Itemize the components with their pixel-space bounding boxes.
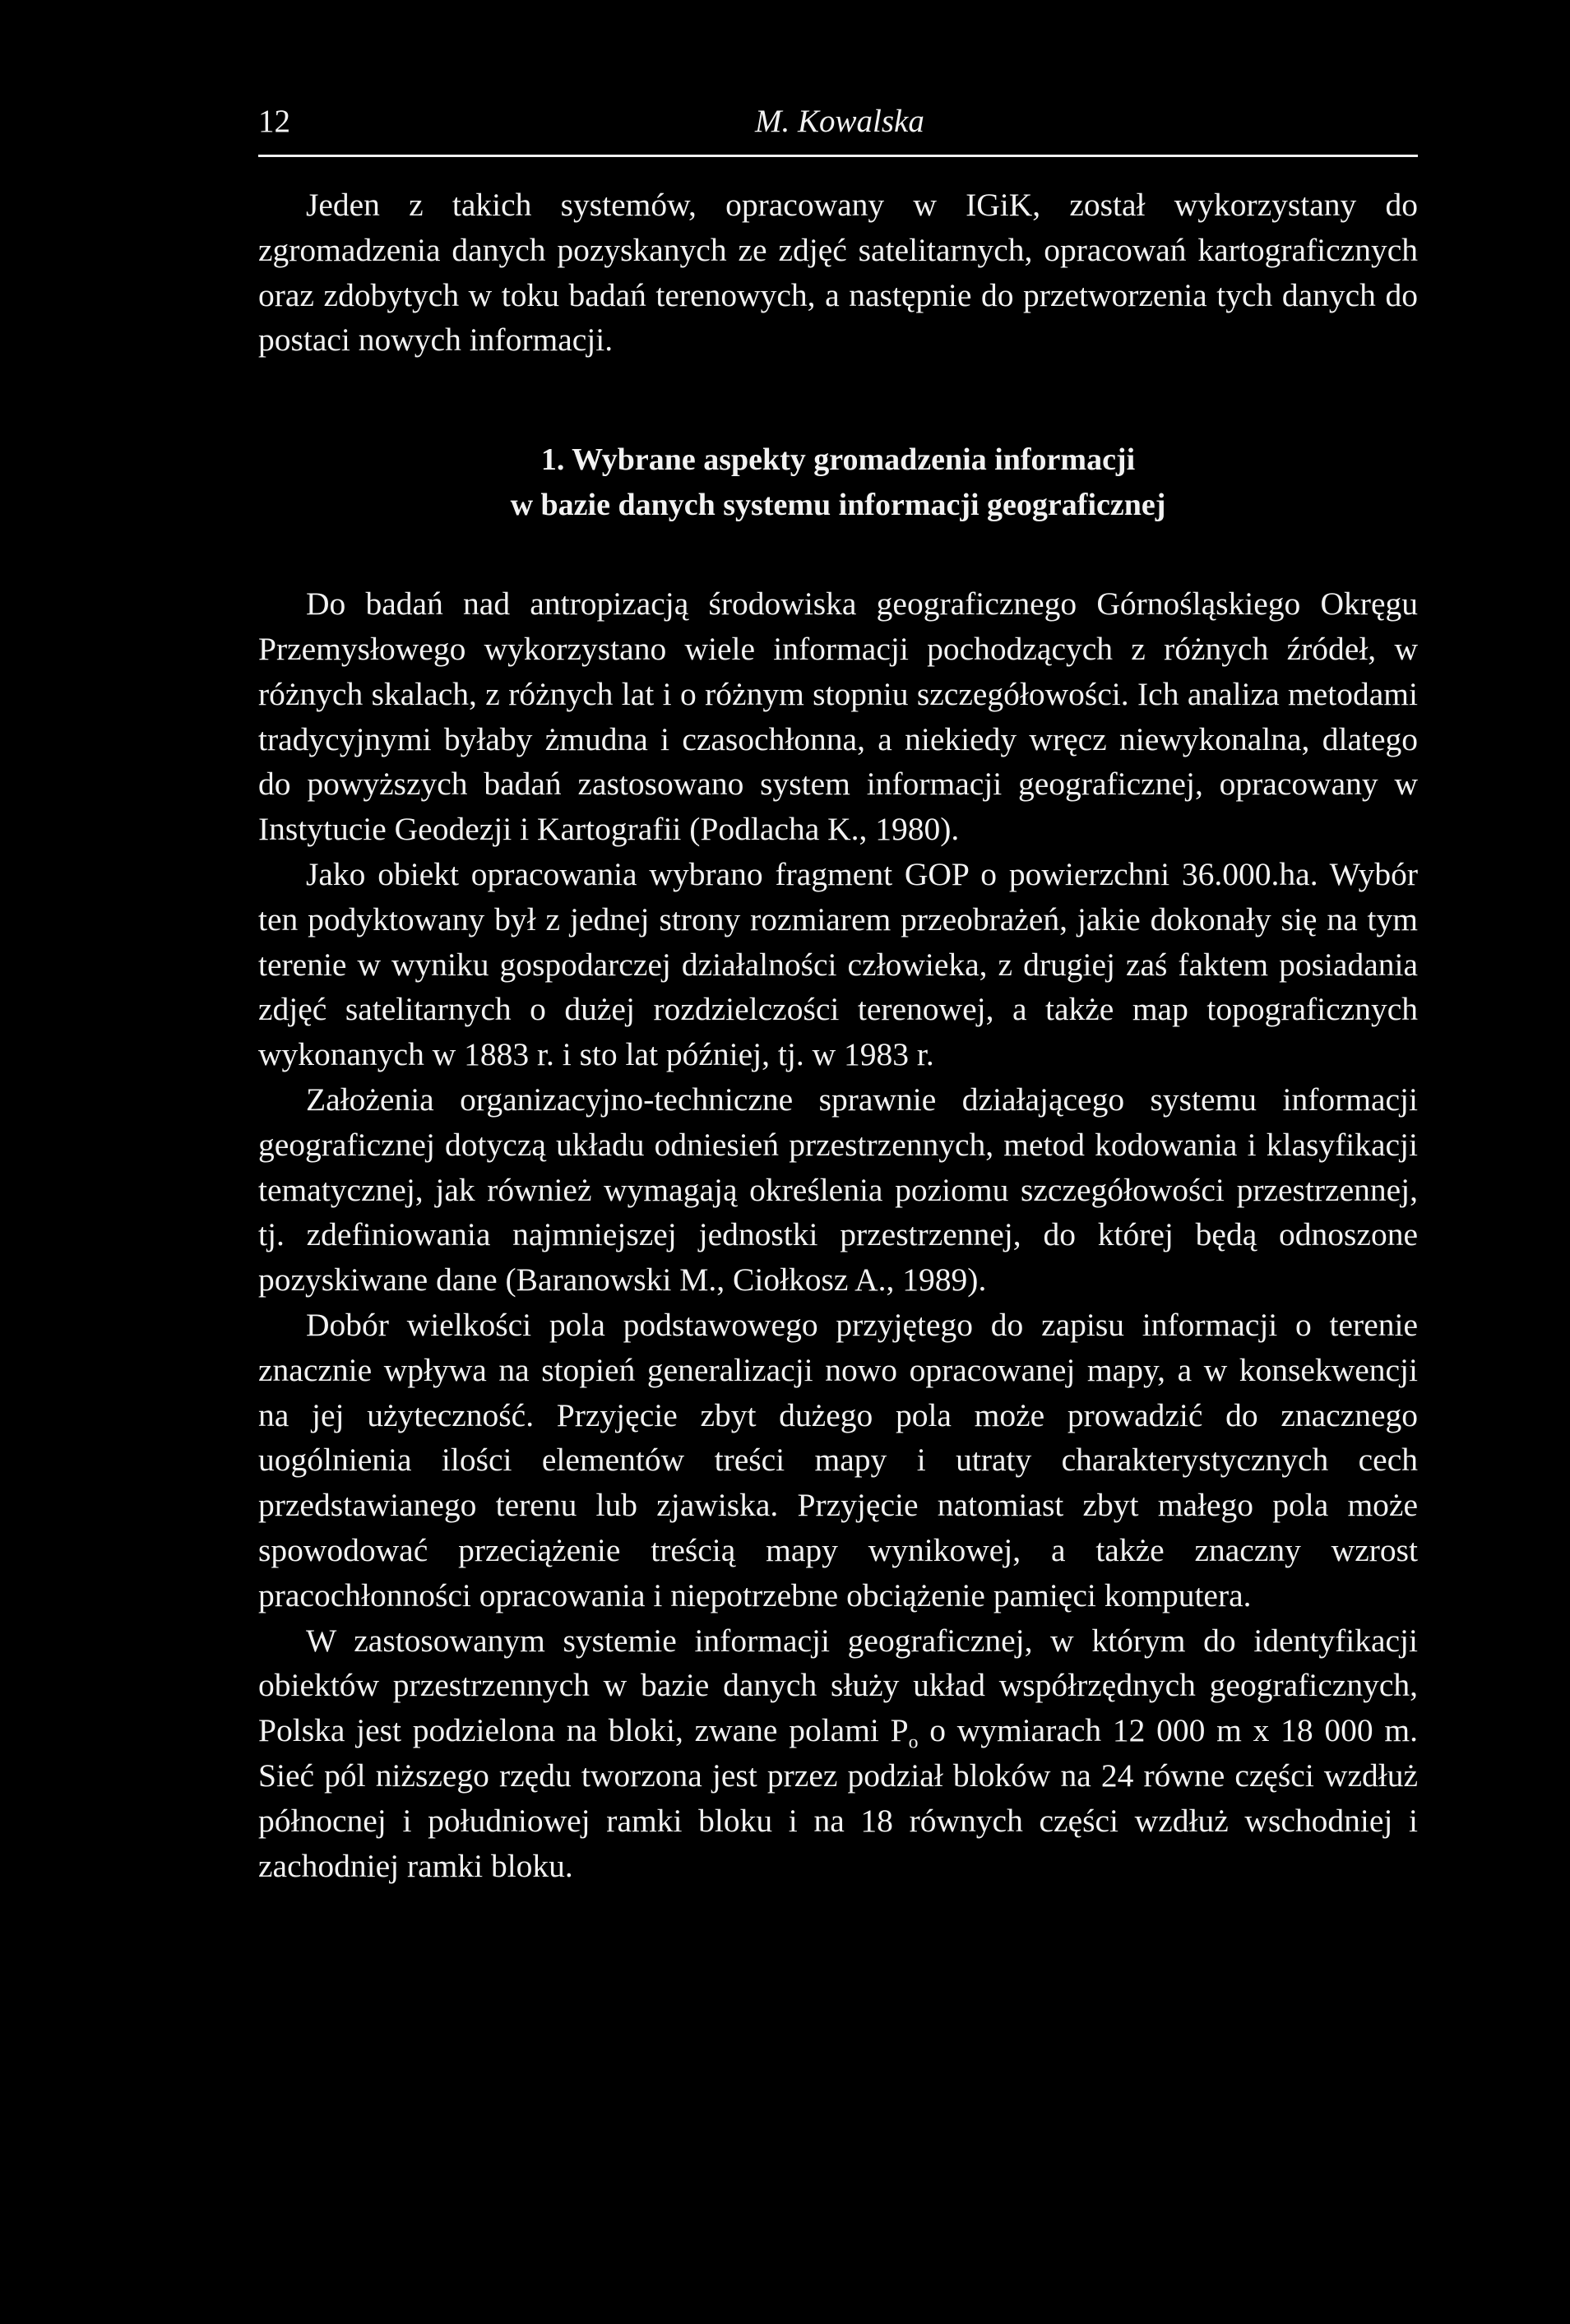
paragraph-coordinate-system-part-1: W zastosowanym systemie informacji geograficznej, w którym do identyfikacji obiektów przestrzennych w bazie danych służy układ współrzędnych geograficznych, Polska jest podzielona na bloki, zwane polami P — [258, 1622, 1418, 1749]
paragraph-coordinate-system-part-2: o wymiarach 12 000 m x 18 000 m. Sieć pól niższego rzędu tworzona jest przez podział bloków na 24 równe części wzdłuż północnej i południowej ramki bloku i na 18 równych części wzdłuż wschodniej i zachodniej ramki bloku. — [258, 1712, 1418, 1884]
section-heading — [258, 437, 1418, 528]
paragraph-assumptions: Założenia organizacyjno-techniczne sprawnie działającego systemu informacji geograficznej dotyczą układu odniesień przestrzennych, metod kodowania i klasyfikacji tematycznej, jak również wymagają określenia poziomu szczegółowości przestrzennej, tj. zdefiniowania najmniejszej jednostki przestrzennej, do której będą odnoszone pozyskiwane dane (Baranowski M., Ciołkosz A., 1989). — [258, 1081, 1418, 1299]
running-head — [258, 97, 1418, 146]
header-rule — [258, 155, 1418, 157]
subscript-o: o — [908, 1731, 919, 1753]
intro-paragraph: Jeden z takich systemów, opracowany w IGiK, został wykorzystany do zgromadzenia danych pozyskanych ze zdjęć satelitarnych, opracowań kartograficznych oraz zdobytych w toku badań terenowych, a następnie do przetworzenia tych danych do postaci nowych informacji. — [258, 187, 1418, 359]
section-heading-line-2: w bazie danych systemu informacji geograficznej — [510, 488, 1166, 523]
paragraph-sources: Do badań nad antropizacją środowiska geograficznego Górnośląskiego Okręgu Przemysłowego wykorzystano wiele informacji pochodzących z różnych źródeł, w różnych skalach, z różnych lat i o różnym stopniu szczegółowości. Ich analiza metodami tradycyjnymi byłaby żmudna i czasochłonna, a niekiedy wręcz niewykonalna, dlatego do powyższych badań zastosowano system informacji geograficznej, opracowany w Instytucie Geodezji i Kartografii (Podlacha K., 1980). — [258, 586, 1418, 848]
page-number: 12 — [258, 104, 290, 139]
paragraph-field-size: Dobór wielkości pola podstawowego przyjętego do zapisu informacji o terenie znacznie wpływa na stopień generalizacji nowo opracowanej mapy, a w konsekwencji na jej użyteczność. Przyjęcie zbyt dużego pola może prowadzić do znacznego uogólnienia ilości elementów treści mapy i utraty charakterystycznych cech przedstawianego terenu lub zjawiska. Przyjęcie natomiast zbyt małego pola może spowodować przeciążenie treścią mapy wynikowej, a także znaczny wzrost pracochłonności opracowania i niepotrzebne obciążenie pamięci komputera. — [258, 1306, 1418, 1613]
paragraph-coordinate-system — [258, 1618, 1418, 1889]
running-head-author: M. Kowalska — [755, 104, 924, 139]
body-text — [258, 183, 1418, 1888]
section-heading-line-1: 1. Wybrane aspekty gromadzenia informacji — [540, 442, 1136, 478]
paragraph-study-area: Jako obiekt opracowania wybrano fragment GOP o powierzchni 36.000.ha. Wybór ten podyktowany był z jednej strony rozmiarem przeobrażeń, jakie dokonały się na tym terenie w wyniku gospodarczej działalności człowieka, z drugiej zaś faktem posiadania zdjęć satelitarnych o dużej rozdzielczości terenowej, a także map topograficznych wykonanych w 1883 r. i sto lat później, tj. w 1983 r. — [258, 855, 1418, 1073]
